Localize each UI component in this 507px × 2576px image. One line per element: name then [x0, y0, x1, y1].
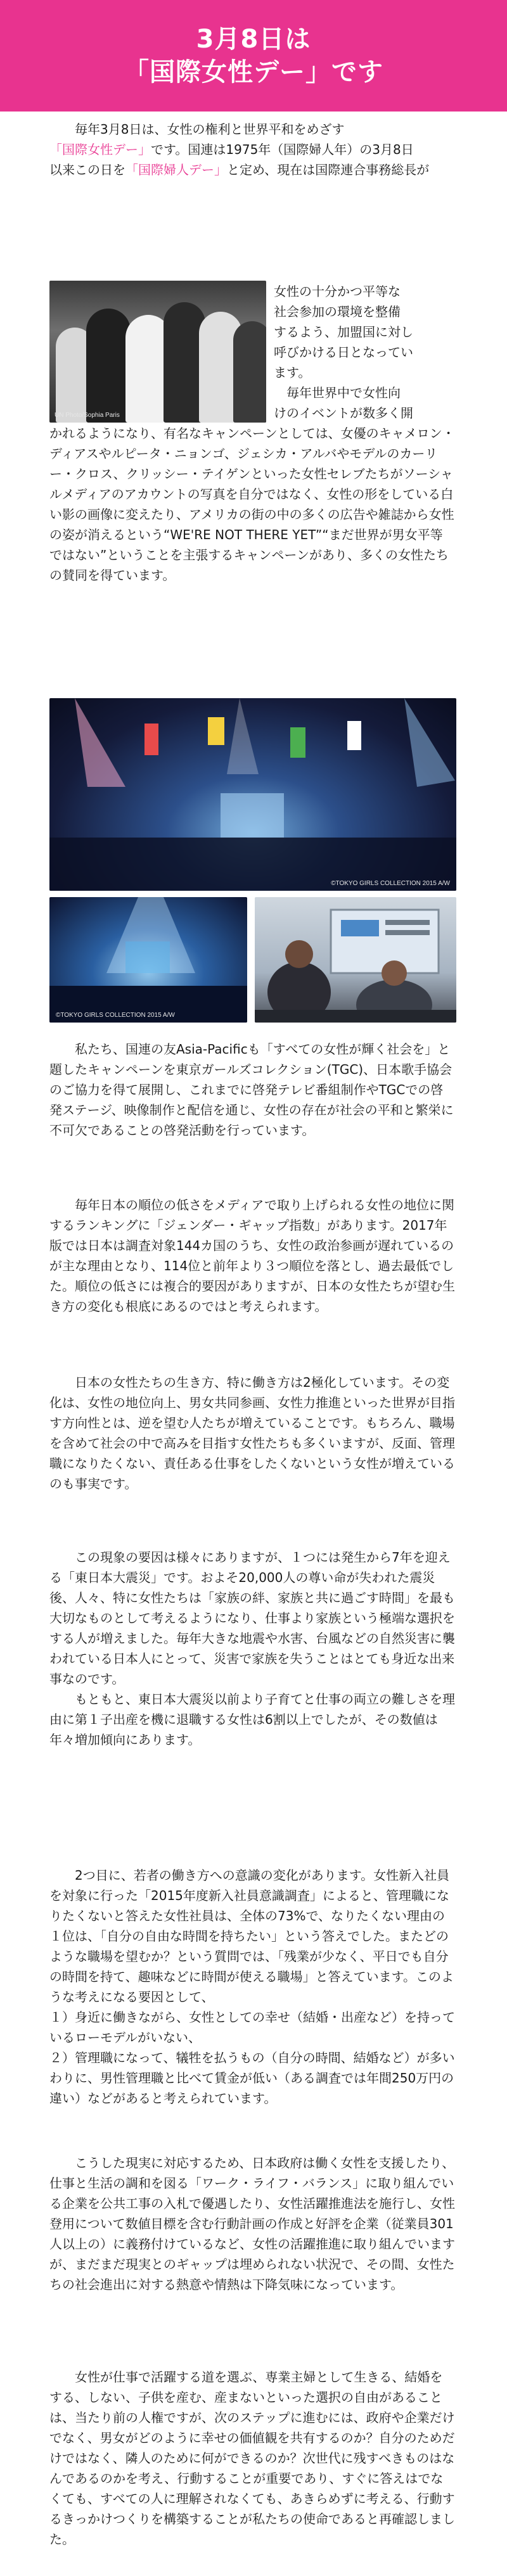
- page-title-line1: 3月8日は: [196, 25, 311, 54]
- body-paragraph-2: 毎年日本の順位の低さをメディアで取り上げられる女性の地位に関するランキングに「ジェンダー・ギャップ指数」があります。2017年版では日本は調査対象144カ国のうち、女性の政治参画が遅れているのが主な理由となり、114位と前年より３つ順位を落とし、過去最低でした。順位の低さには複合的要因がありますが、日本の女性たちが望む生き方の変化も根底にあるのではと考えられます。: [49, 1197, 455, 1314]
- intro-line-1: 毎年3月8日は、女性の権利と世界平和をめざす: [75, 122, 345, 137]
- body-paragraph-7: 女性が仕事で活躍する道を選ぶ、専業主婦として生きる、結婚をする、しない、子供を産む、産まないといった選択の自由があることは、当たり前の人権ですが、次のステップに進むには、政府や企業だけでなく、男女がどのように幸せの価値観を共有するのか？自分のためだけではなく、隣人のために何ができるのか？次世代に残すべきものはなんであるのかを考え、行動することが重要であり、すぐに答えはでなくても、すべての人に理解されなくても、あきらめずに考える、行動するきっかけつくりを構築することが私たちの使命であると再確認しました。: [49, 2369, 455, 2547]
- intro-line-2: 「国際女性デー」です。国連は1975年（国際婦人年）の3月8日: [49, 142, 414, 157]
- page-title-line2: 「国際女性デー」です: [124, 58, 383, 87]
- stage-illustration: [49, 698, 456, 891]
- un-women-photo: [49, 281, 266, 423]
- tgc-photo-credit-2: ©TOKYO GIRLS COLLECTION 2015 A/W: [56, 1012, 175, 1019]
- intro-rest: かれるようになり、有名なキャンペーンとしては、女優のキャメロン・ディアスやルピータ・ニョンゴ、ジェシカ・アルバやモデルのカーリー・クロス、クリッシー・テイゲンといった女性セレブたちがソーシャルメディアのアカウントの写真を自分ではなく、女性の形をしている白い影の画像に変えたり、アメリカの街の中の多くの広告や雑誌から女性の姿が消えるという“WE'RE NOT THERE YET”“まだ世界が男女平等ではない”ということを主張するキャンペーンがあり、多くの女性たちの賛同を得ています。: [49, 426, 455, 583]
- body-paragraph-3: 日本の女性たちの生き方、特に働き方は2極化しています。その変化は、女性の地位向上、男女共同参画、女性力推進といった世界が目指す方向性とは、逆を望む人たちが増えていることです。もちろん、職場を含めて社会の中で高みを目指す女性たちも多くいますが、反面、管理職になりたくない、責任ある仕事をしたくないという女性が増えているのも事実です。: [49, 1375, 455, 1491]
- intro-wrap: 女性の十分かつ平等な 社会参加の環境を整備 するよう、加盟国に対し 呼びかける日となってい ます。 毎年世界中で女性向 けのイベントが数多く開: [274, 284, 413, 421]
- tv-studio-photo: [255, 897, 456, 1023]
- body-paragraph-6: こうした現実に対応するため、日本政府は働く女性を支援したり、仕事と生活の調和を図る「ワーク・ライフ・バランス」に取り組んでいる企業を公共工事の入札で優遇したり、女性活躍推進法を施行し、女性登用について数値目標を含む行動計画の作成と好評を企業（従業員301人以上の）に義務付けているなど、女性の活躍推進に取り組んでいますが、まだまだ現実とのギャップは埋められない状況で、その間、女性たちの社会進出に対する熱意や情熱は下降気味になっています。: [49, 2155, 455, 2292]
- header-banner: [0, 0, 507, 112]
- tgc-runway-photo: [49, 897, 247, 1023]
- runway-illustration: [49, 897, 247, 1023]
- body-paragraph-4: この現象の要因は様々にありますが、１つには発生から7年を迎える「東日本大震災」です。およそ20,000人の尊い命が失われた震災後、人々、特に女性たちは「家族の絆、家族と共に過ごす時間」を最も大切なものとして考えるようになり、仕事より家族という極端な選択をする人が増えました。毎年大きな地震や水害、台風などの自然災害に襲われている日本人にとって、災害で家族を失うことはとても身近な出来事なのです。 もともと、東日本大震災以前より子育てと仕事の両立の難しさを理由に第１子出産を機に退職する女性は6割以上でしたが、その数値は年々増加傾向にあります。: [49, 1550, 455, 1747]
- tgc-photo-credit-1: ©TOKYO GIRLS COLLECTION 2015 A/W: [331, 880, 450, 887]
- studio-illustration: [255, 897, 456, 1023]
- body-paragraph-5: 2つ目に、若者の働き方への意識の変化があります。女性新入社員を対象に行った「2015年度新入社員意識調査」によると、管理職になりたくないと答えた女性社員は、全体の73%で、なりたくない理由の１位は、「自分の自由な時間を持ちたい」という答えでした。またどのような職場を望むか？という質問では、「残業が少なく、平日でも自分の時間を持て、趣味などに時間が使える職場」と答えています。このような考えになる要因として、 １）身近に働きながら、女性としての幸せ（結婚・出産など）を持っているローモデルがいない、 ２）管理職になって、犠牲を払うもの（自分の時間、結婚など）が多いわりに、男性管理職と比べて賃金が低い（ある調査では年間250万円の違い）などがあると考えられています。: [49, 1868, 455, 2106]
- international-womens-day-term-2: 「国際婦人デー」: [125, 162, 227, 177]
- intro-paragraph: [49, 119, 455, 180]
- body-paragraph-1: 私たち、国連の友Asia-Pacificも「すべての女性が輝く社会を」と題したキャンペーンを東京ガールズコレクション(TGC)、日本歌手協会のご協力を得て展開し、これまでに啓発テレビ番組制作やTGCでの啓発ステージ、映像制作と配信を通じ、女性の存在が社会の平和と繁栄に不可欠であることの啓発活動を行っています。: [49, 1042, 454, 1138]
- tgc-stage-photo: [49, 698, 456, 891]
- international-womens-day-term: 「国際女性デー」: [49, 142, 151, 157]
- un-photo-credit: UN Photo/Sophia Paris: [55, 412, 120, 419]
- intro-line-3: 以来この日を「国際婦人デー」と定め、現在は国際連合事務総長が: [49, 162, 430, 177]
